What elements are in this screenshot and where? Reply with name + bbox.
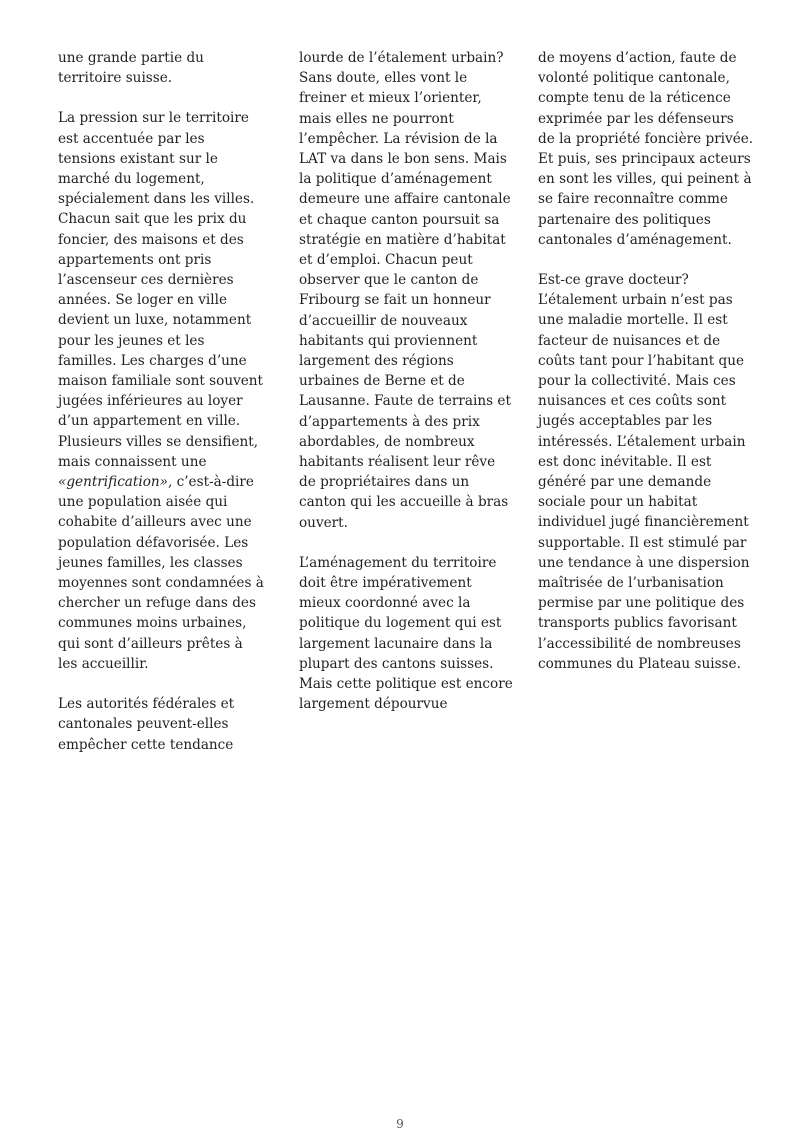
paragraph bbox=[58, 108, 266, 674]
paragraph-text: Les autorités fédérales et cantonales peuvent-elles empêcher cette tendance bbox=[58, 696, 235, 753]
paragraph bbox=[299, 48, 513, 533]
paragraph bbox=[299, 553, 513, 715]
paragraph-text: La pression sur le territoire est accentuée par les tensions existant sur le marché du logement, spécialement dans les villes. Chacun sait que les prix du foncier, des maisons et des appartements ont pris l’ascenseur ces dernières années. Se loger en ville devient un luxe, notamment pour les jeunes et les familles. Les charges d’une maison familiale sont souvent jugées inférieures au loyer d’un appartement en ville. Plusieurs villes se densifient, mais connaissent une bbox=[58, 110, 264, 470]
paragraph-text: lourde de l’étalement urbain? Sans doute, elles vont le freiner et mieux l’orienter, mais elles ne pourront l’empêcher. La révision de la LAT va dans le bon sens. Mais la politique d’aménagement demeure une affaire cantonale et chaque canton poursuit sa stratégie en matière d’habitat et d’emploi. Chacun peut observer que le canton de Fribourg se fait un honneur d’accueillir de nouveaux habitants qui proviennent largement des régions urbaines de Berne et de Lausanne. Faute de terrains et d’appartements à des prix abordables, de nombreux habitants réalisent leur rêve de propriétaires dans un canton qui les accueille à bras ouvert. bbox=[299, 50, 511, 531]
emphasized-term: «gentrification» bbox=[58, 474, 168, 491]
text-column-1 bbox=[58, 48, 266, 775]
paragraph bbox=[58, 694, 266, 755]
paragraph-text: de moyens d’action, faute de volonté politique cantonale, compte tenu de la réticence exprimée par les défenseurs de la propriété foncière privée. Et puis, ses principaux acteurs en sont les villes, qui peinent à se faire reconnaître comme partenaire des politiques cantonales d’aménagement. bbox=[538, 50, 754, 248]
paragraph-text: Est-ce grave docteur? L’étalement urbain n’est pas une maladie mortelle. Il est facteur de nuisances et de coûts tant pour l’habitant que pour la collectivité. Mais ces nuisances et ces coûts sont jugés acceptables par les intéressés. L’étalement urbain est donc inévitable. Il est généré par une demande sociale pour un habitat individuel jugé financièrement supportable. Il est stimulé par une tendance à une dispersion maîtrisée de l’urbanisation permise par une politique des transports publics favorisant l’accessibilité de nombreuses communes du Plateau suisse. bbox=[538, 272, 750, 672]
paragraph-text: , c’est-à-dire une population aisée qui cohabite d’ailleurs avec une population défavorisée. Les jeunes familles, les classes moyennes sont condamnées à chercher un refuge dans des communes moins urbaines, qui sont d’ailleurs prêtes à les accueillir. bbox=[58, 474, 264, 672]
paragraph-text: L’aménagement du territoire doit être impérativement mieux coordonné avec la politique du logement qui est largement lacunaire dans la plupart des cantons suisses. Mais cette politique est encore largement dépourvue bbox=[299, 554, 513, 713]
paragraph bbox=[538, 270, 754, 674]
page-number: 9 bbox=[396, 1117, 404, 1131]
text-column-2 bbox=[299, 48, 513, 735]
paragraph bbox=[58, 48, 266, 88]
text-column-3 bbox=[538, 48, 754, 694]
paragraph-text: une grande partie du territoire suisse. bbox=[58, 50, 204, 87]
paragraph bbox=[538, 48, 754, 250]
